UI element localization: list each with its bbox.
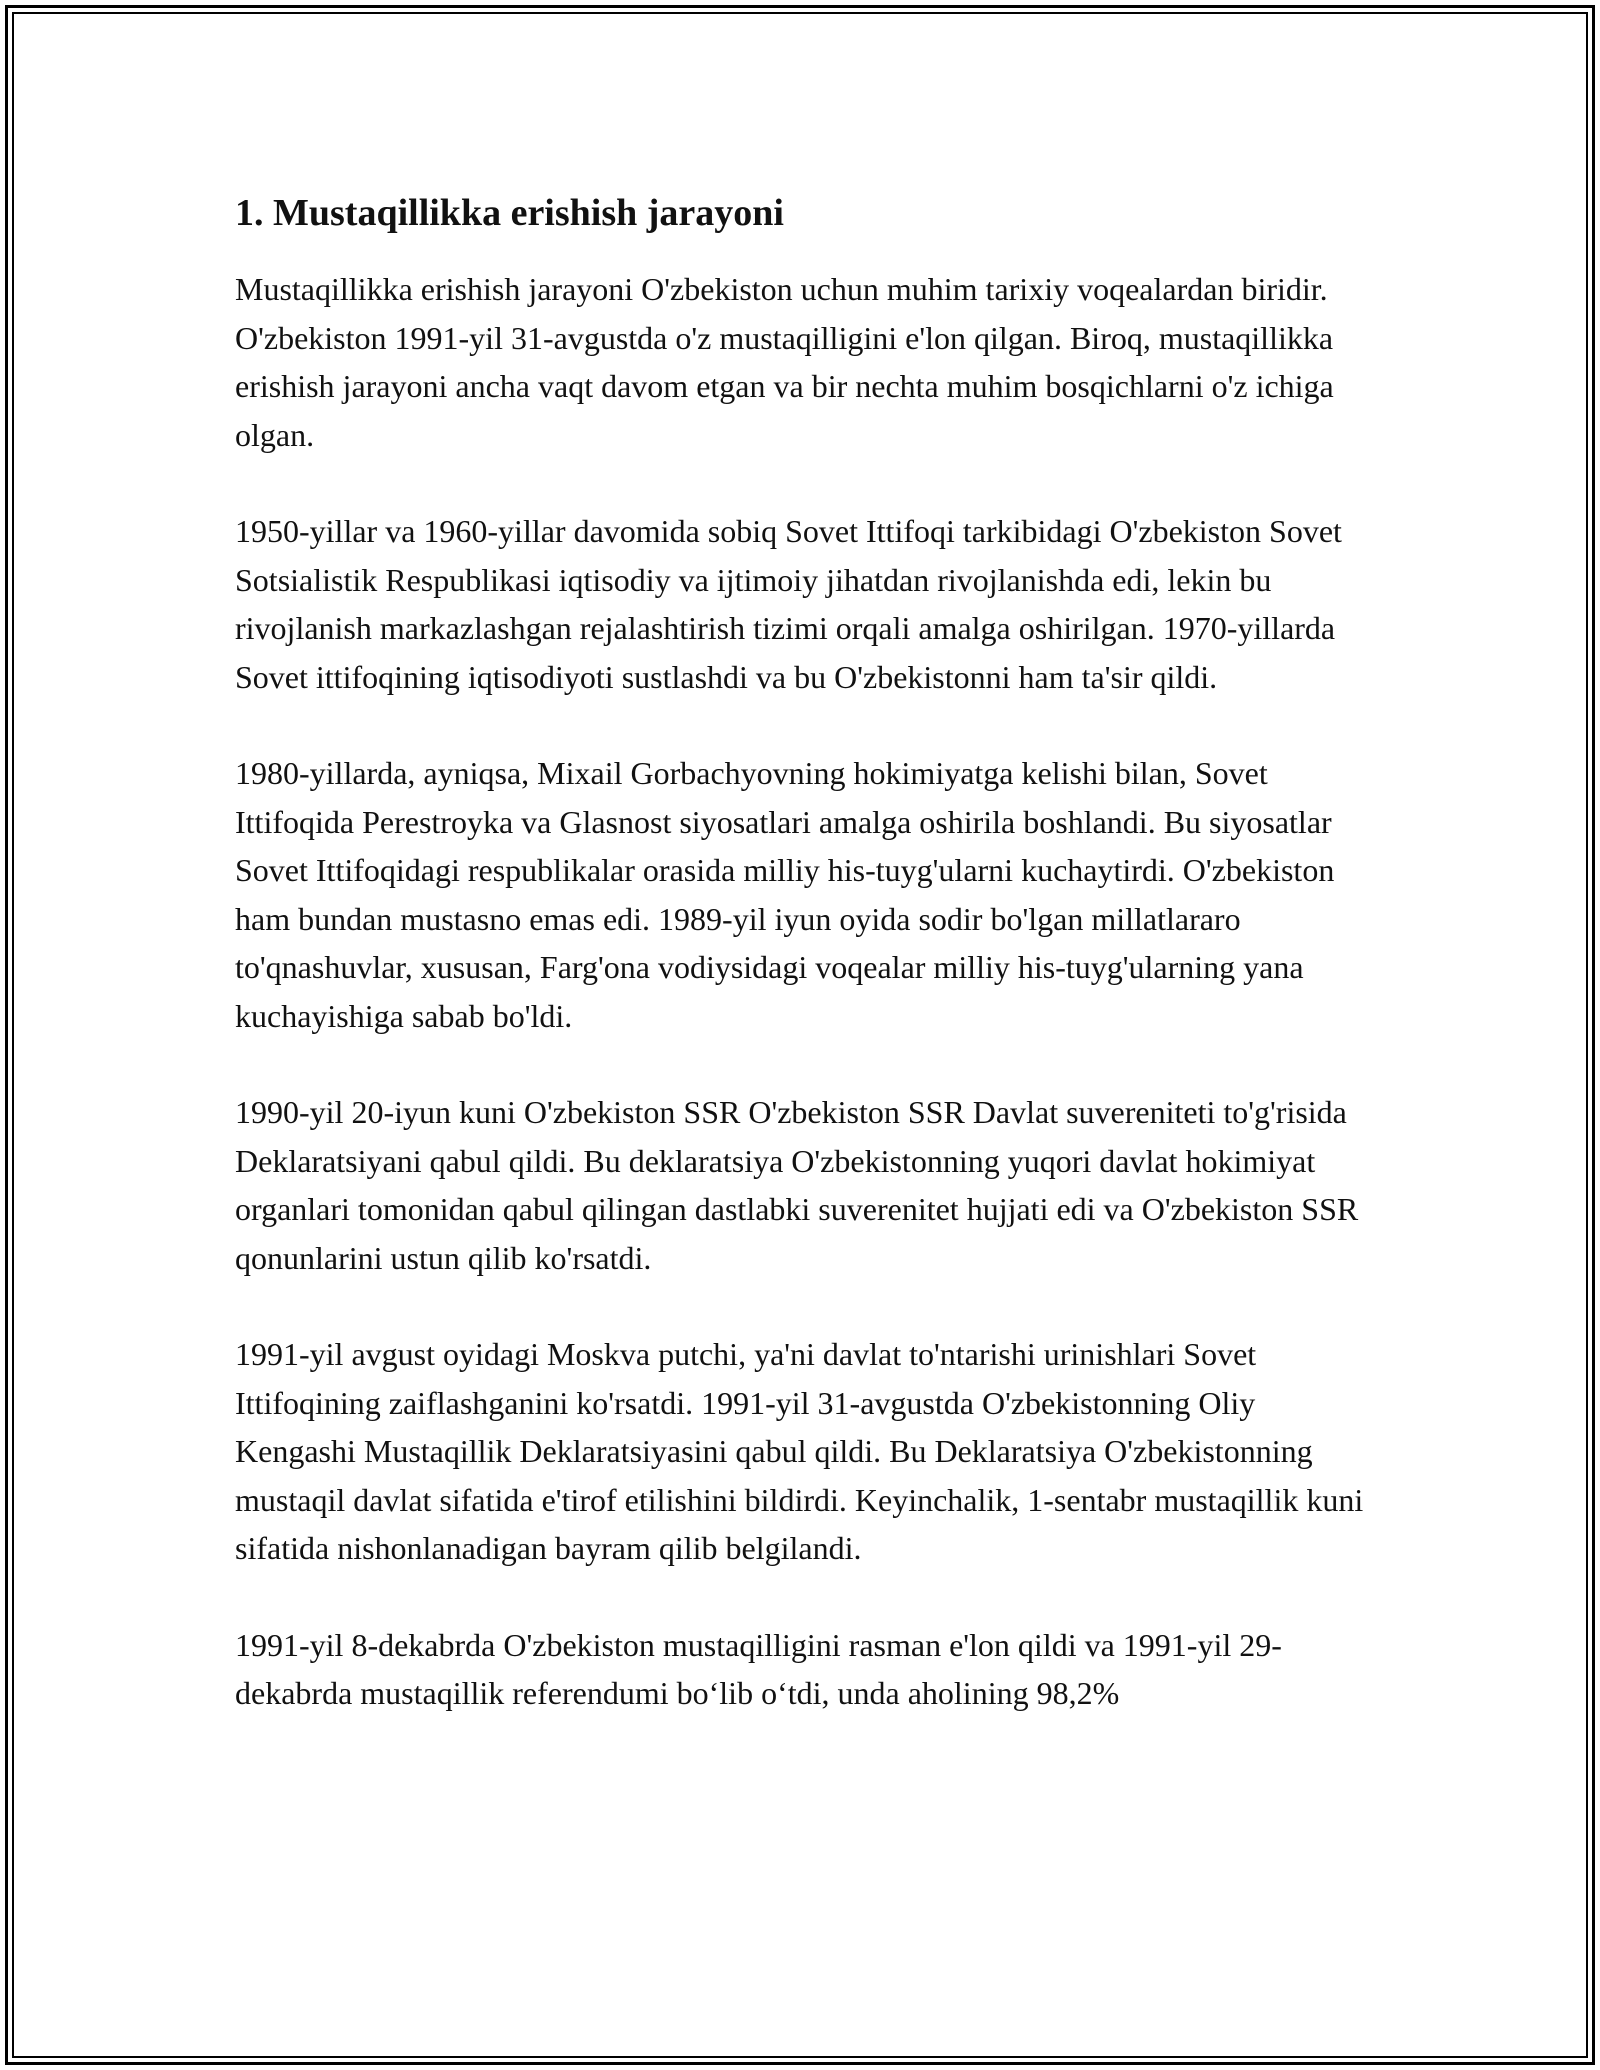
paragraph-1991-december: 1991-yil 8-dekabrda O'zbekiston mustaqilligini rasman e'lon qildi va 1991-yil 29-dekabrda mustaqillik referendumi bo‘lib o‘tdi, unda aholining 98,2% bbox=[235, 1626, 1282, 1711]
paragraph-1990-declaration: 1990-yil 20-iyun kuni O'zbekiston SSR O'zbekiston SSR Davlat suvereniteti to'g'risida Deklaratsiyani qabul qildi. Bu deklaratsiya O'zbekistonning yuqori davlat hokimiyat organlari tomonidan qabul qilingan dastlabki suverenitet hujjati edi va O'zbekiston SSR qonunlarini ustun qilib ko'rsatdi. bbox=[235, 1094, 1359, 1276]
paragraph-1991-august: 1991-yil avgust oyidagi Moskva putchi, ya'ni davlat to'ntarishi urinishlari Sovet Ittifoqining zaiflashganini ko'rsatdi. 1991-yil 31-avgustda O'zbekistonning Oliy Kengashi Mustaqillik Deklaratsiyasini qabul qildi. Bu Deklaratsiya O'zbekistonning mustaqil davlat sifatida e'tirof etilishini bildirdi. Keyinchalik, 1-sentabr mustaqillik kuni sifatida nishonlanadigan bayram qilib belgilandi. bbox=[235, 1336, 1364, 1566]
paragraph-intro: Mustaqillikka erishish jarayoni O'zbekiston uchun muhim tarixiy voqealardan biridir. O'zbekiston 1991-yil 31-avgustda o'z mustaqilligini e'lon qilgan. Biroq, mustaqillikka erishish jarayoni ancha vaqt davom etgan va bir nechta muhim bosqichlarni o'z ichiga olgan. bbox=[235, 271, 1334, 453]
paragraph-1950s-1970s: 1950-yillar va 1960-yillar davomida sobiq Sovet Ittifoqi tarkibidagi O'zbekiston Sovet Sotsialistik Respublikasi iqtisodiy va ijtimoiy jihatdan rivojlanishda edi, lekin bu rivojlanish markazlashgan rejalashtirish tizimi orqali amalga oshirilgan. 1970-yillarda Sovet ittifoqining iqtisodiyoti sustlashdi va bu O'zbekistonni ham ta'sir qildi. bbox=[235, 513, 1342, 695]
paragraph-1980s: 1980-yillarda, ayniqsa, Mixail Gorbachyovning hokimiyatga kelishi bilan, Sovet Ittifoqida Perestroyka va Glasnost siyosatlari amalga oshirila boshlandi. Bu siyosatlar Sovet Ittifoqidagi respublikalar orasida milliy his-tuyg'ularni kuchaytirdi. O'zbekiston ham bundan mustasno emas edi. 1989-yil iyun oyida sodir bo'lgan millatlararo to'qnashuvlar, xususan, Farg'ona vodiysidagi voqealar milliy his-tuyg'ularning yana kuchayishiga sabab bo'ldi. bbox=[235, 755, 1335, 1034]
document-body bbox=[235, 185, 1365, 1766]
section-heading: 1. Mustaqillikka erishish jarayoni bbox=[235, 192, 784, 234]
